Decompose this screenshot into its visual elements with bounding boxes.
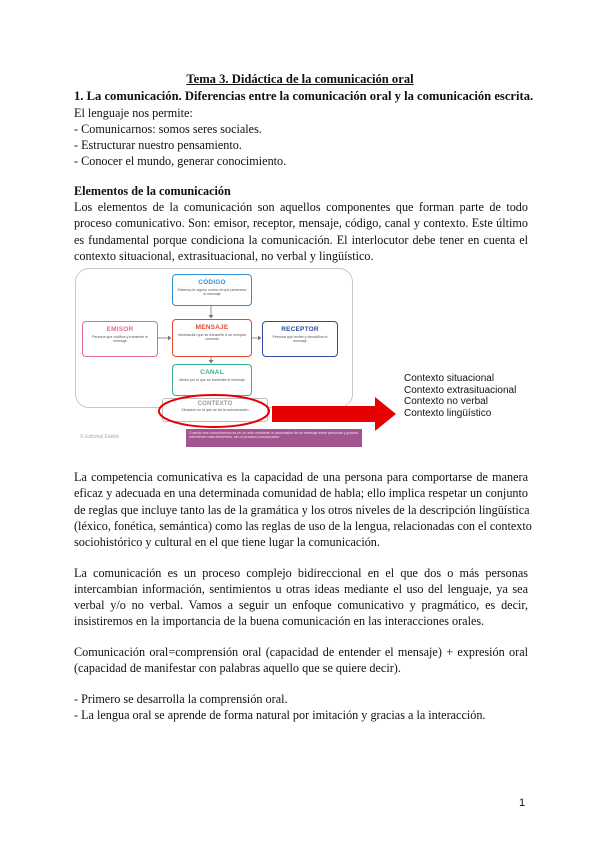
codigo-title: CÓDIGO [198, 279, 226, 286]
list-item: - Primero se desarrolla la comprensión oral. [74, 692, 288, 706]
contexto-highlight-ellipse [159, 395, 269, 427]
paragraph-line: La comunicación es un proceso complejo bidireccional en el que dos o más personas [74, 566, 528, 580]
receptor-title: RECEPTOR [281, 326, 319, 333]
context-item: Contexto extrasituacional [404, 384, 517, 396]
list-item: - La lengua oral se aprende de forma natural por imitación y gracias a la interacción. [74, 708, 486, 722]
context-item: Contexto situacional [404, 373, 495, 384]
mensaje-title: MENSAJE [195, 324, 229, 331]
receptor-desc: Persona que recibe y decodifica el mensaje [272, 335, 328, 344]
communication-diagram [74, 267, 359, 450]
canal-desc: Medio por el que se transmite el mensaje [179, 378, 245, 382]
paragraph-line: (capacidad de manifestar con palabras aquello que se quiere decir). [74, 661, 401, 675]
paragraph-line: (léxico, fonética, semántica) como las reglas de uso de la lengua, relacionadas con el contexto [74, 519, 532, 533]
context-item: Contexto no verbal [404, 396, 488, 408]
list-item: - Comunicarnos: somos seres sociales. [74, 122, 262, 136]
paragraph-line: Los elementos de la comunicación son aquellos componentes que forman parte de todo [74, 200, 528, 214]
mensaje-desc: Información que se transmite a un receptor concreto [177, 333, 247, 342]
subsection-heading: Elementos de la comunicación [74, 184, 231, 198]
paragraph-line: intercambian información, sentimientos u otras ideas mediante el uso del lenguaje, ya sea [74, 582, 528, 596]
list-item: - Conocer el mundo, generar conocimiento. [74, 154, 287, 168]
purple-note: Cuando nos comunicamos es en un acto mediante la transmisión de un mensaje entre personas y gracias intervienen más elementos, sin un proceso comunicativo. [186, 429, 362, 447]
highlight-overlay [74, 267, 354, 450]
paragraph-line: de reglas que incluye tanto las de la gramática y los otros niveles de la descripción lingüística [74, 503, 530, 517]
contexto-desc: Situación en la que se da la comunicación [181, 408, 249, 412]
context-item: Contexto lingüístico [404, 408, 492, 420]
paragraph-line: Comunicación oral=comprensión oral (capacidad de entender el mensaje) + expresión oral [74, 645, 528, 659]
editorial-credit: © Editorial Edebé [80, 434, 119, 440]
contexto-title: CONTEXTO [197, 401, 233, 407]
canal-title: CANAL [200, 369, 224, 376]
codigo-desc: Sistema de signos común al que pertenece el mensaje [177, 288, 247, 297]
list-item: - Estructurar nuestro pensamiento. [74, 138, 242, 152]
paragraph-line: verbal y/o no verbal. Vamos a seguir un enfoque comunicativo y pragmático, es decir, [74, 598, 528, 612]
paragraph-line: es fundamental porque condiciona la comunicación. El interlocutor debe tener en cuenta el [74, 233, 528, 247]
section-heading: 1. La comunicación. Diferencias entre la comunicación oral y la comunicación escrita. [74, 89, 534, 103]
emisor-desc: Persona que codifica y transmite el mensaje [92, 335, 148, 344]
paragraph-line: contexto situacional, extrasituacional, no verbal y lingüístico. [74, 249, 374, 263]
intro-text: El lenguaje nos permite: [74, 106, 193, 120]
paragraph-line: eficaz y adecuada en una determinada comunidad de habla; ello implica respetar un conjunto [74, 486, 528, 500]
paragraph-line: sociohistórico y cultural en el que tiene lugar la comunicación. [74, 535, 380, 549]
page-number: 1 [519, 797, 526, 809]
paragraph-line: La competencia comunicativa es la capacidad de una persona para comportarse de manera [74, 470, 528, 484]
emisor-title: EMISOR [106, 326, 134, 333]
context-list [404, 373, 516, 420]
paragraph-line: insistiremos en la importancia de la buena comunicación en las interacciones orales. [74, 614, 485, 628]
page-title: Tema 3. Didáctica de la comunicación oral [186, 72, 414, 86]
paragraph-line: proceso comunicativo. Son: emisor, receptor, mensaje, código, canal y contexto. Este último [74, 216, 528, 230]
